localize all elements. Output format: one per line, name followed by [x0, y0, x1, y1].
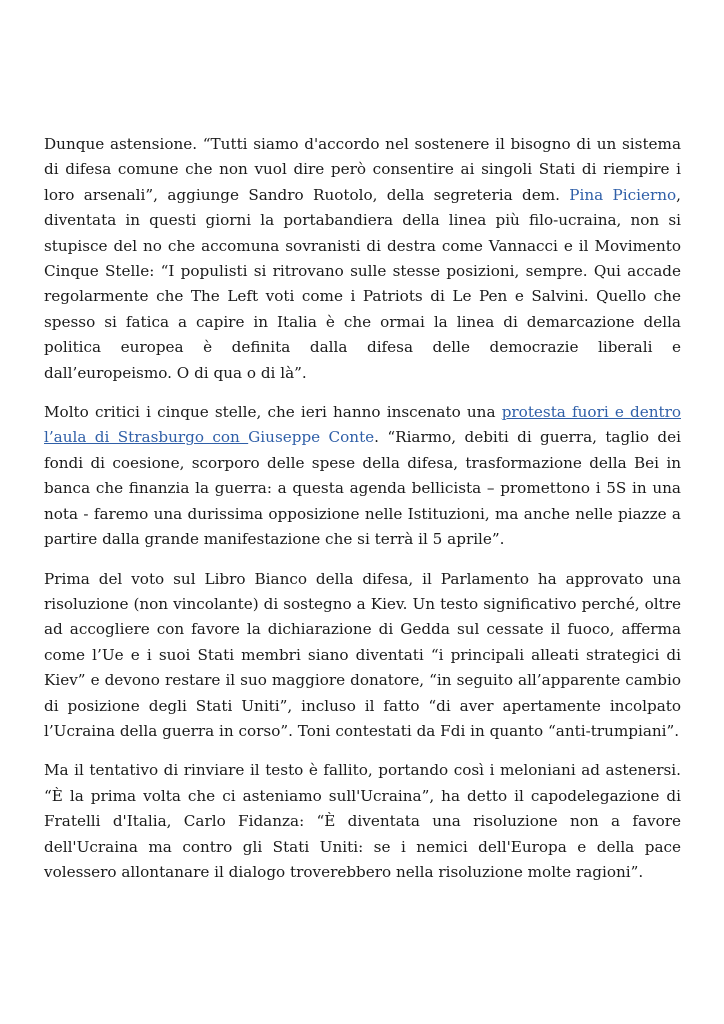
paragraph-2-text-b: . “Riarmo, debiti di guerra, taglio dei fondi di coesione, scorporo delle spese della difesa, trasformazione della Bei in banca che finanzia la guerra: a questa agenda bellicista – promettono i 5S in una nota - faremo una durissima opposizione nelle Istituzioni, ma anche nelle piazze a partire dalla grande manifestazione che si terrà il 5 aprile”.: [44, 428, 681, 549]
paragraph-3: Prima del voto sul Libro Bianco della difesa, il Parlamento ha approvato una risoluzione (non vincolante) di sostegno a Kiev. Un testo significativo perché, oltre ad accogliere con favore la dichiarazione di Gedda sul cessate il fuoco, afferma come l’Ue e i suoi Stati membri siano diventati “i principali alleati strategici di Kiev” e devono restare il suo maggiore donatore, “in seguito all’apparente cambio di posizione degli Stati Uniti”, incluso il fatto “di aver apertamente incolpato l’Ucraina della guerra in corso”. Toni contestati da Fdi in quanto “anti-trumpiani”.: [44, 569, 681, 740]
paragraph-1-text-a: Dunque astensione. “Tutti siamo d'accordo nel sostenere il bisogno di un sistema di difesa comune che non vuol dire però consentire ai singoli Stati di riempire i loro arsenali”, aggiunge Sandro Ruotolo, della segreteria dem.: [44, 135, 681, 204]
link-giuseppe-conte[interactable]: Giuseppe Conte: [248, 428, 375, 447]
paragraph-2-text-a: Molto critici i cinque stelle, che ieri hanno inscenato una: [44, 403, 502, 422]
paragraph-2: [44, 400, 681, 552]
paragraph-1-text-b: , diventata in questi giorni la portabandiera della linea più filo-ucraina, non si stupisce del no che accomuna sovranisti di destra come Vannacci e il Movimento Cinque Stelle: “I populisti si ritrovano sulle stesse posizioni, sempre. Qui accade regolarmente che The Left voti come i Patriots di Le Pen e Salvini. Quello che spesso si fatica a capire in Italia è che ormai la linea di demarcazione della politica europea è definita dalla difesa delle democrazie liberali e dall’europeismo. O di qua o di là”.: [44, 185, 681, 382]
paragraph-4: Ma il tentativo di rinviare il testo è fallito, portando così i meloniani ad astenersi. “È la prima volta che ci asteniamo sull'Ucraina”, ha detto il capodelegazione di Fratelli d'Italia, Carlo Fidanza: “È diventata una risoluzione non a favore dell'Ucraina ma contro gli Stati Uniti: se i nemici dell'Europa e della pace volessero allontanare il dialogo troverebbero nella risoluzione molte ragioni”.: [44, 761, 681, 881]
link-protesta-strasburgo[interactable]: protesta fuori e dentro l’aula di Strasburgo con: [44, 403, 681, 447]
link-pina-picierno[interactable]: Pina Picierno: [569, 185, 677, 204]
article-body: [44, 132, 681, 885]
paragraph-1: [44, 132, 681, 386]
